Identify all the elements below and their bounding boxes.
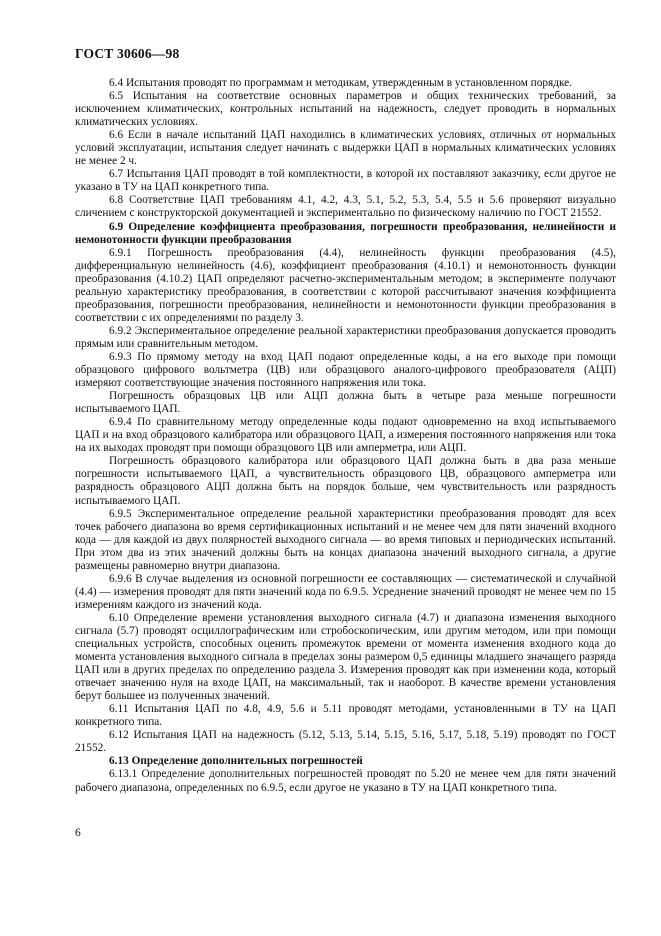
section-heading: 6.9 Определение коэффициента преобразования, погрешности преобразования, нелинейности и немонотонности функции преобразования	[75, 220, 616, 246]
paragraph: 6.8 Соответствие ЦАП требованиям 4.1, 4.2, 4.3, 5.1, 5.2, 5.3, 5.4, 5.5 и 5.6 проверяют визуально сличением с конструкторской документацией и экспериментально по физическому наличию по ГОСТ 21552.	[75, 194, 616, 220]
paragraph: 6.13.1 Определение дополнительных погрешностей проводят по 5.20 не менее чем для пяти значений рабочего диапазона, определенных по 6.9.5, если другое не указано в ТУ на ЦАП конкретного типа.	[75, 768, 616, 794]
section-heading: 6.13 Определение дополнительных погрешностей	[109, 755, 363, 768]
paragraph: 6.9.2 Экспериментальное определение реальной характеристики преобразования допускается проводить прямым или сравнительным методом.	[75, 324, 616, 350]
paragraph: 6.12 Испытания ЦАП на надежность (5.12, 5.13, 5.14, 5.15, 5.16, 5.17, 5.18, 5.19) проводят по ГОСТ 21552.	[75, 729, 616, 755]
paragraph: Погрешность образцовых ЦВ или АЦП должна быть в четыре раза меньше погрешности испытываемого ЦАП.	[75, 390, 616, 416]
paragraph: 6.5 Испытания на соответствие основных параметров и общих технических требований, за исключением климатических, контрольных испытаний на надежность, следует проводить в нормальных климатических условиях.	[75, 90, 616, 129]
paragraph: 6.7 Испытания ЦАП проводят в той комплектности, в которой их поставляют заказчику, если другое не указано в ТУ на ЦАП конкретного типа.	[75, 168, 616, 194]
paragraph: Погрешность образцового калибратора или образцового ЦАП должна быть в два раза меньше погрешности испытываемого ЦАП, а чувствительность образцового ЦВ, образцового амперметра или разрядность образцового АЦП должна быть на порядок больше, чем чувствительность или разрядность испытываемого ЦАП.	[75, 455, 616, 507]
paragraph: 6.9.5 Экспериментальное определение реальной характеристики преобразования проводят для всех точек рабочего диапазона во время сертификационных испытаний и не менее чем для пяти значений входного кода — для каждой из двух полярностей выходного сигнала — во время типовых и периодических испытаний. При этом два из этих значений должны быть на концах диапазона значений выходного сигнала, а другие размещены равномерно внутри диапазона.	[75, 507, 616, 572]
document-body	[75, 77, 616, 795]
paragraph: 6.11 Испытания ЦАП по 4.8, 4.9, 5.6 и 5.11 проводят методами, установленными в ТУ на ЦАП конкретного типа.	[75, 703, 616, 729]
paragraph: 6.9.4 По сравнительному методу определенные коды подают одновременно на вход испытываемого ЦАП и на вход образцового калибратора или образцового ЦАП, а измерения постоянного напряжения или тока на их выходах проводят при помощи образцового ЦВ или амперметра, или АЦП.	[75, 416, 616, 455]
paragraph: 6.10 Определение времени установления выходного сигнала (4.7) и диапазона изменения выходного сигнала (5.7) проводят осциллографическим или стробоскопическим, или другим методом, или при помощи специальных устройств, способных оценить промежуток времени от момента изменения входного кода до момента установления выходного сигнала в пределах зоны размером 0,5 единицы младшего значащего разряда ЦАП или в других пределах по определению раздела 3. Измерения проводят как при изменении кода, который отвечает значению нуля на входе ЦАП, на максимальный, так и наоборот. В качестве времени установления берут большее из полученных значений.	[75, 611, 616, 703]
paragraph: 6.6 Если в начале испытаний ЦАП находились в климатических условиях, отличных от нормальных условий эксплуатации, испытания следует начинать с выдержки ЦАП в нормальных климатических условиях не менее 2 ч.	[75, 129, 616, 168]
page-number: 6	[75, 827, 81, 839]
paragraph: 6.9.6 В случае выделения из основной погрешности ее составляющих — систематической и случайной (4.4) — измерения проводят для пяти значений кода по 6.9.5. Усреднение значений проводят не менее чем по 15 измерениям каждого из значений кода.	[75, 572, 616, 611]
document-header: ГОСТ 30606—98	[75, 46, 180, 61]
paragraph: 6.4 Испытания проводят по программам и методикам, утвержденным в установленном порядке.	[109, 77, 573, 89]
paragraph: 6.9.1 Погрешность преобразования (4.4), нелинейность функции преобразования (4.5), дифференциальную нелинейность (4.6), коэффициент преобразования (4.10.1) и немонотонность функции преобразования (4.10.2) ЦАП определяют расчетно-экспериментальным методом; в эксперименте получают реальную характеристику преобразования, в соответствии с которой рассчитывают значения коэффициента преобразования, погрешности преобразования, нелинейности и немонотонности функции преобразования в соответствии с их определениями по разделу 3.	[75, 246, 616, 324]
paragraph: 6.9.3 По прямому методу на вход ЦАП подают определенные коды, а на его выходе при помощи образцового цифрового вольтметра (ЦВ) или образцового аналого-цифрового преобразователя (АЦП) измеряют соответствующие значения постоянного напряжения или тока.	[75, 350, 616, 390]
